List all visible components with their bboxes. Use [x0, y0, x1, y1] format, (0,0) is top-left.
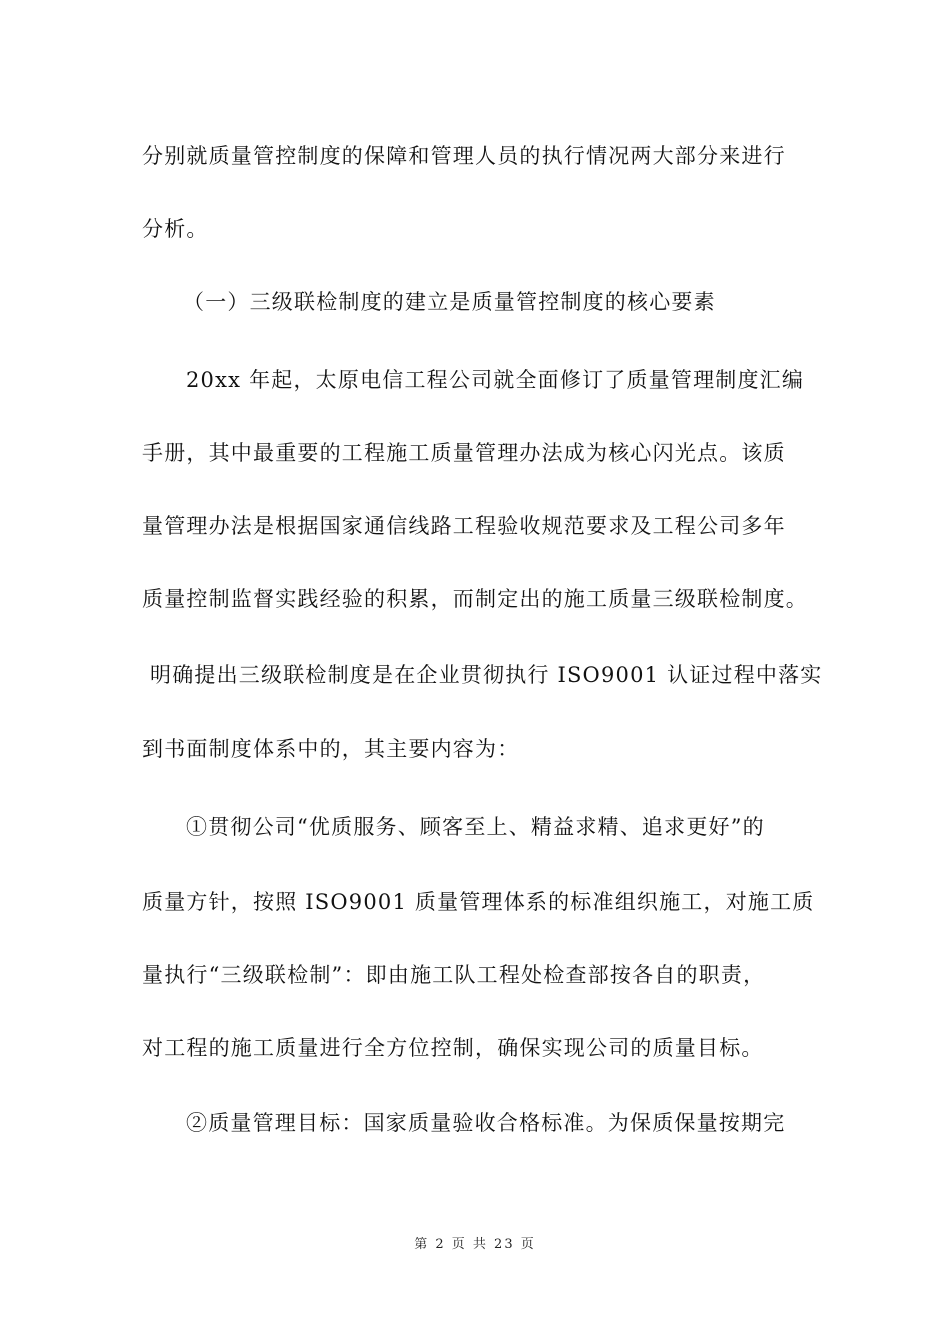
- body-text-line: 量管理办法是根据国家通信线路工程验收规范要求及工程公司多年: [142, 514, 786, 538]
- body-text-line: 对工程的施工质量进行全方位控制，确保实现公司的质量目标。: [142, 1036, 764, 1060]
- body-text-line: 分别就质量管控制度的保障和管理人员的执行情况两大部分来进行: [142, 144, 786, 168]
- body-text-line: 手册，其中最重要的工程施工质量管理办法成为核心闪光点。该质: [142, 441, 786, 465]
- body-text-line: ②质量管理目标：国家质量验收合格标准。为保质保量按期完: [186, 1111, 786, 1135]
- page-number-footer: 第 2 页 共 23 页: [414, 1237, 536, 1252]
- body-text-line: 分析。: [142, 217, 209, 241]
- body-text-line: 明确提出三级联检制度是在企业贯彻执行 ISO9001 认证过程中落实: [150, 663, 823, 687]
- body-text-line: 到书面制度体系中的，其主要内容为：: [142, 737, 520, 761]
- body-text-line: 质量控制监督实践经验的积累，而制定出的施工质量三级联检制度。: [142, 587, 808, 611]
- body-text-line: ①贯彻公司“优质服务、顾客至上、精益求精、追求更好”的: [186, 815, 765, 839]
- body-text-line: 20xx 年起，太原电信工程公司就全面修订了质量管理制度汇编: [186, 368, 805, 392]
- body-text-line: 质量方针，按照 ISO9001 质量管理体系的标准组织施工，对施工质: [142, 890, 815, 914]
- section-heading: （一）三级联检制度的建立是质量管控制度的核心要素: [183, 290, 716, 314]
- body-text-line: 量执行“三级联检制”：即由施工队工程处检查部按各自的职责，: [142, 963, 766, 987]
